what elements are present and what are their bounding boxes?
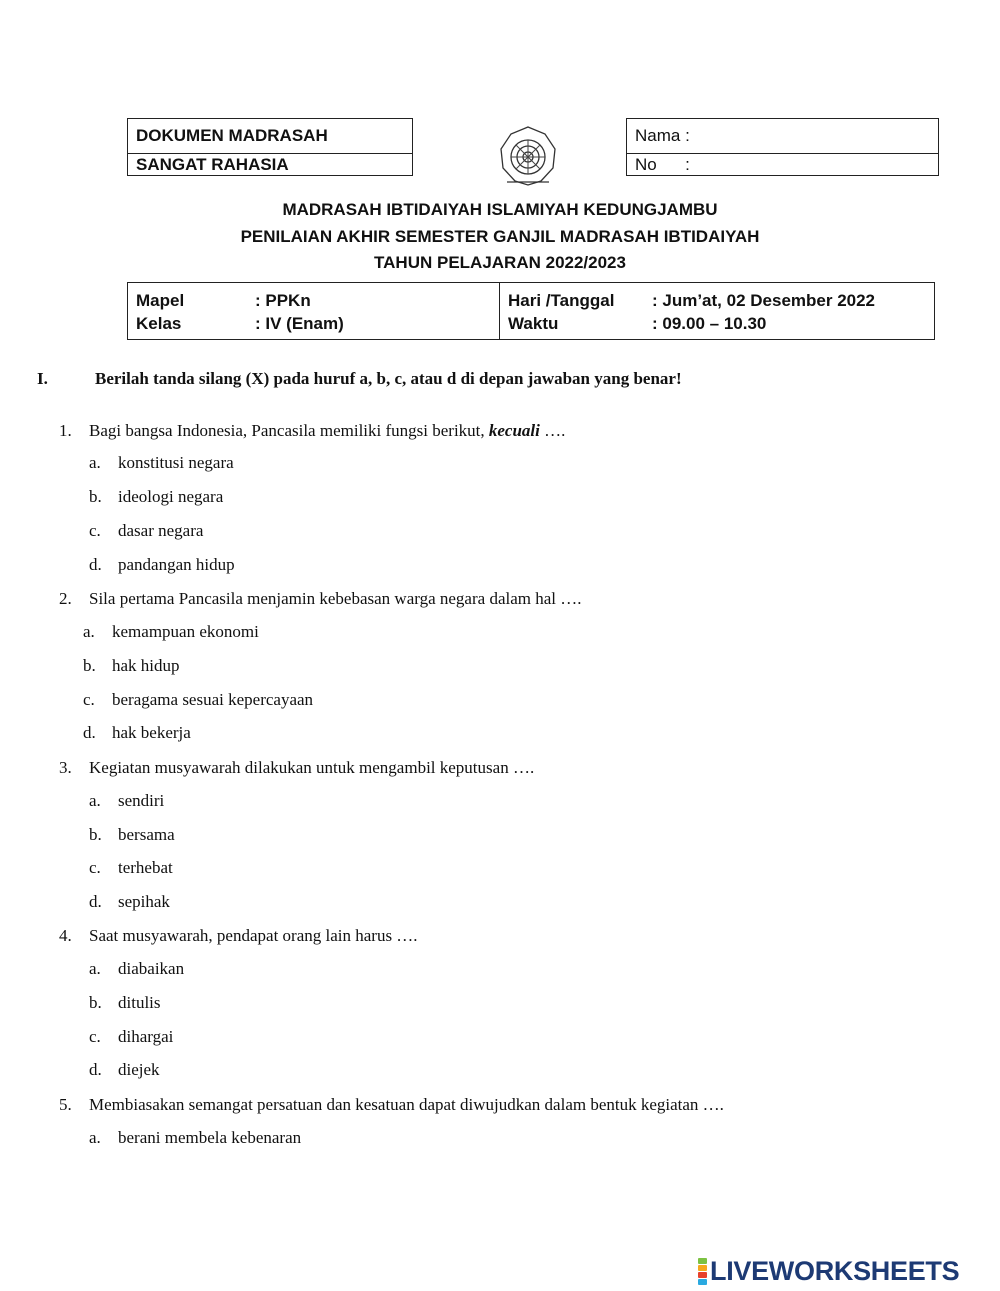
option-text: konstitusi negara <box>118 453 234 472</box>
option-letter: d. <box>89 555 102 574</box>
option-text: sendiri <box>118 791 165 810</box>
option-letter: c. <box>89 521 101 540</box>
mapel-value: : PPKn <box>255 291 311 310</box>
option-letter: a. <box>89 959 101 978</box>
table-divider <box>499 283 500 339</box>
section-instruction: Berilah tanda silang (X) pada huruf a, b, c, atau d di depan jawaban yang benar! <box>95 369 682 388</box>
option-text: diabaikan <box>118 959 185 978</box>
option-letter: d. <box>89 1060 102 1079</box>
option-letter: c. <box>89 1027 101 1046</box>
mapel-label: Mapel <box>136 291 185 310</box>
option-text: hak hidup <box>112 656 180 675</box>
classification-line-1: DOKUMEN MADRASAH <box>136 126 328 145</box>
option-letter: c. <box>83 690 95 709</box>
option-text: pandangan hidup <box>118 555 235 574</box>
question-text: Sila pertama Pancasila menjamin kebebasan warga negara dalam hal …. <box>89 589 582 608</box>
option-text: berani membela kebenaran <box>118 1128 302 1147</box>
option-letter: b. <box>83 656 96 675</box>
option-text: beragama sesuai kepercayaan <box>112 690 314 709</box>
option-letter: d. <box>83 723 96 742</box>
option-text: ideologi negara <box>118 487 224 506</box>
liveworksheets-logo[interactable] <box>698 1256 959 1286</box>
school-title: MADRASAH IBTIDAIYAH ISLAMIYAH KEDUNGJAMBU <box>282 200 718 219</box>
waktu-label: Waktu <box>508 314 559 333</box>
question-emphasis: kecuali <box>488 421 540 440</box>
option-letter: d. <box>89 892 102 911</box>
academic-year: TAHUN PELAJARAN 2022/2023 <box>374 253 626 272</box>
waktu-value: : 09.00 – 10.30 <box>652 314 767 333</box>
option-text: diejek <box>118 1060 160 1079</box>
question-text: Membiasakan semangat persatuan dan kesatuan dapat diwujudkan dalam bentuk kegiatan …. <box>89 1095 724 1114</box>
option-letter: b. <box>89 487 102 506</box>
exam-title: PENILAIAN AKHIR SEMESTER GANJIL MADRASAH IBTIDAIYAH <box>240 227 760 246</box>
kelas-value: : IV (Enam) <box>255 314 344 333</box>
nama-field[interactable]: Nama : <box>635 126 690 145</box>
option-letter: a. <box>89 1128 101 1147</box>
option-letter: a. <box>89 791 101 810</box>
option-text: kemampuan ekonomi <box>112 622 259 641</box>
section-number: I. <box>37 369 48 388</box>
option-text: hak bekerja <box>112 723 191 742</box>
madrasah-emblem-icon <box>495 124 561 190</box>
option-text: sepihak <box>118 892 170 911</box>
option-text: dasar negara <box>118 521 204 540</box>
kelas-label: Kelas <box>136 314 182 333</box>
hari-value: : Jum’at, 02 Desember 2022 <box>652 291 876 310</box>
no-field[interactable]: No : <box>627 153 938 175</box>
question-text: Kegiatan musyawarah dilakukan untuk mengambil keputusan …. <box>89 758 535 777</box>
question-number: 1. <box>59 421 72 440</box>
document-classification-box <box>127 118 413 176</box>
question-text <box>89 421 565 441</box>
question-suffix: …. <box>539 421 566 440</box>
option-letter: a. <box>83 622 95 641</box>
option-text: ditulis <box>118 993 161 1012</box>
logo-block <box>698 1265 707 1271</box>
question-text-main: Bagi bangsa Indonesia, Pancasila memiliki fungsi berikut, <box>89 421 489 440</box>
brand-name: LIVEWORKSHEETS <box>710 1255 960 1286</box>
classification-line-2: SANGAT RAHASIA <box>128 153 412 175</box>
question-text: Saat musyawarah, pendapat orang lain harus …. <box>89 926 418 945</box>
question-number: 5. <box>59 1095 72 1114</box>
student-identity-box <box>626 118 939 176</box>
question-number: 4. <box>59 926 72 945</box>
exam-info-table <box>127 282 935 340</box>
option-text: bersama <box>118 825 175 844</box>
option-letter: c. <box>89 858 101 877</box>
option-text: dihargai <box>118 1027 174 1046</box>
hari-label: Hari /Tanggal <box>508 291 615 310</box>
question-number: 2. <box>59 589 72 608</box>
logo-block <box>698 1272 707 1278</box>
option-letter: b. <box>89 993 102 1012</box>
question-number: 3. <box>59 758 72 777</box>
logo-blocks-icon <box>698 1258 707 1285</box>
option-letter: a. <box>89 453 101 472</box>
option-letter: b. <box>89 825 102 844</box>
logo-block <box>698 1279 707 1285</box>
option-text: terhebat <box>118 858 173 877</box>
logo-block <box>698 1258 707 1264</box>
